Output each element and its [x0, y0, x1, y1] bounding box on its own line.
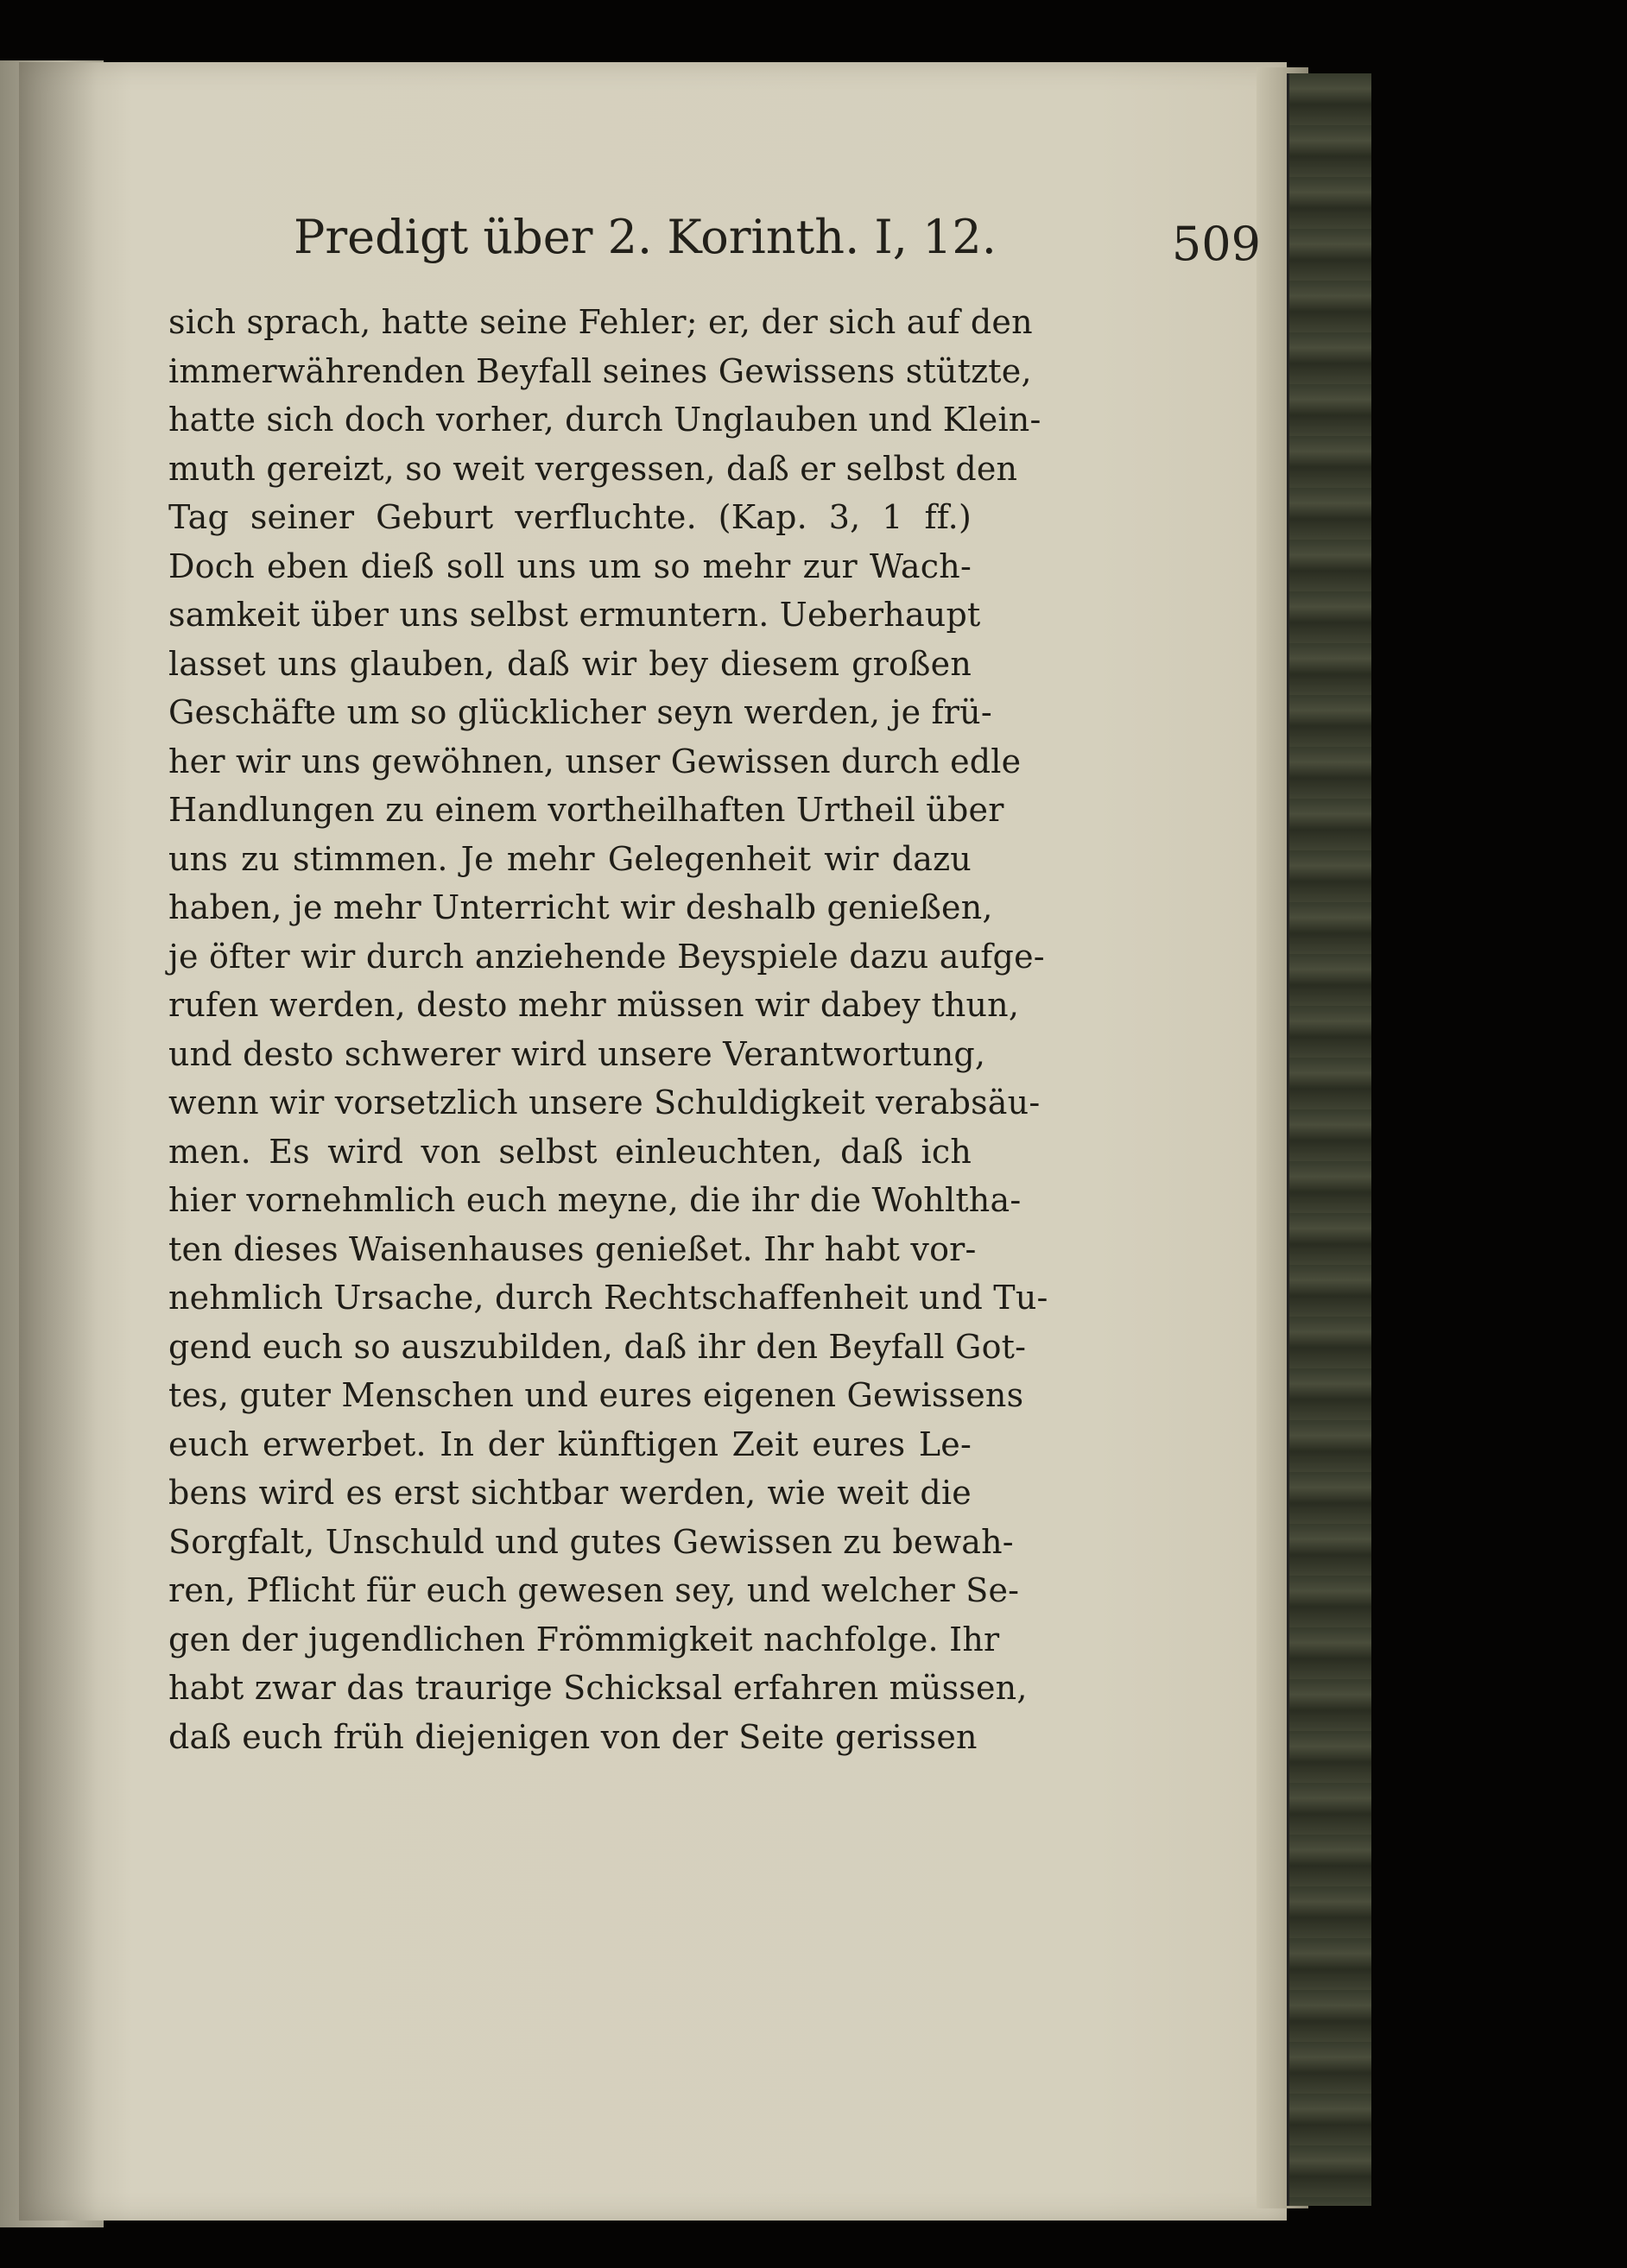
text-line: hier vornehmlich euch meyne, die ihr die Wohltha- [168, 1181, 1022, 1219]
text-line: her wir uns gewöhnen, unser Gewissen durch edle [168, 742, 1022, 780]
text-line: rufen werden, desto mehr müssen wir dabey thun, [168, 986, 1020, 1024]
text-line: euch erwerbet. In der künftigen Zeit eures Le- [168, 1425, 972, 1463]
text-line: haben, je mehr Unterricht wir deshalb genießen, [168, 888, 993, 926]
text-line: gend euch so auszubilden, daß ihr den Beyfall Got- [168, 1327, 1027, 1366]
text-line: wenn wir vorsetzlich unsere Schuldigkeit verabsäu- [168, 1083, 1041, 1121]
text-line: immerwährenden Beyfall seines Gewissens stützte, [168, 351, 1032, 390]
text-line: gen der jugendlichen Frömmigkeit nachfolge. Ihr [168, 1620, 1000, 1658]
text-line: ren, Pflicht für euch gewesen sey, und welcher Se- [168, 1571, 1020, 1609]
text-line: daß euch früh diejenigen von der Seite gerissen [168, 1717, 978, 1756]
text-line: Handlungen zu einem vortheilhaften Urtheil über [168, 791, 1004, 829]
page-header [294, 194, 1261, 272]
text-line: bens wird es erst sichtbar werden, wie weit die [168, 1474, 972, 1512]
text-line: Sorgfalt, Unschuld und gutes Gewissen zu bewah- [168, 1522, 1014, 1561]
text-line: je öfter wir durch anziehende Beyspiele dazu aufge- [168, 937, 1045, 976]
text-line: ten dieses Waisenhauses genießet. Ihr habt vor- [168, 1229, 977, 1268]
text-line: Doch eben dieß soll uns um so mehr zur Wach- [168, 546, 972, 585]
page-gutter-shadow [19, 62, 131, 2221]
text-line: samkeit über uns selbst ermuntern. Ueberhaupt [168, 596, 981, 634]
text-line: men. Es wird von selbst einleuchten, daß ich [168, 1132, 972, 1171]
text-line: Tag seiner Geburt verfluchte. (Kap. 3, 1 ff.) [168, 498, 972, 536]
body-text [168, 298, 1048, 1761]
text-line: hatte sich doch vorher, durch Unglauben und Klein- [168, 401, 1041, 439]
text-line: nehmlich Ursache, durch Rechtschaffenheit und Tu- [168, 1279, 1048, 1317]
book-cover-edge [1287, 73, 1371, 2206]
text-line: habt zwar das traurige Schicksal erfahren müssen, [168, 1669, 1028, 1707]
text-line: und desto schwerer wird unsere Verantwortung, [168, 1034, 986, 1073]
text-line: lasset uns glauben, daß wir bey diesem großen [168, 644, 972, 683]
running-head: Predigt über 2. Korinth. I, 12. [294, 210, 997, 264]
text-line: Geschäfte um so glücklicher seyn werden, je frü- [168, 693, 992, 731]
text-line: muth gereizt, so weit vergessen, daß er selbst den [168, 449, 1018, 488]
text-line: tes, guter Menschen und eures eigenen Gewissens [168, 1376, 1024, 1414]
page-number: 509 [1171, 217, 1261, 271]
text-line: uns zu stimmen. Je mehr Gelegenheit wir dazu [168, 839, 972, 878]
text-line: sich sprach, hatte seine Fehler; er, der sich auf den [168, 303, 1033, 341]
